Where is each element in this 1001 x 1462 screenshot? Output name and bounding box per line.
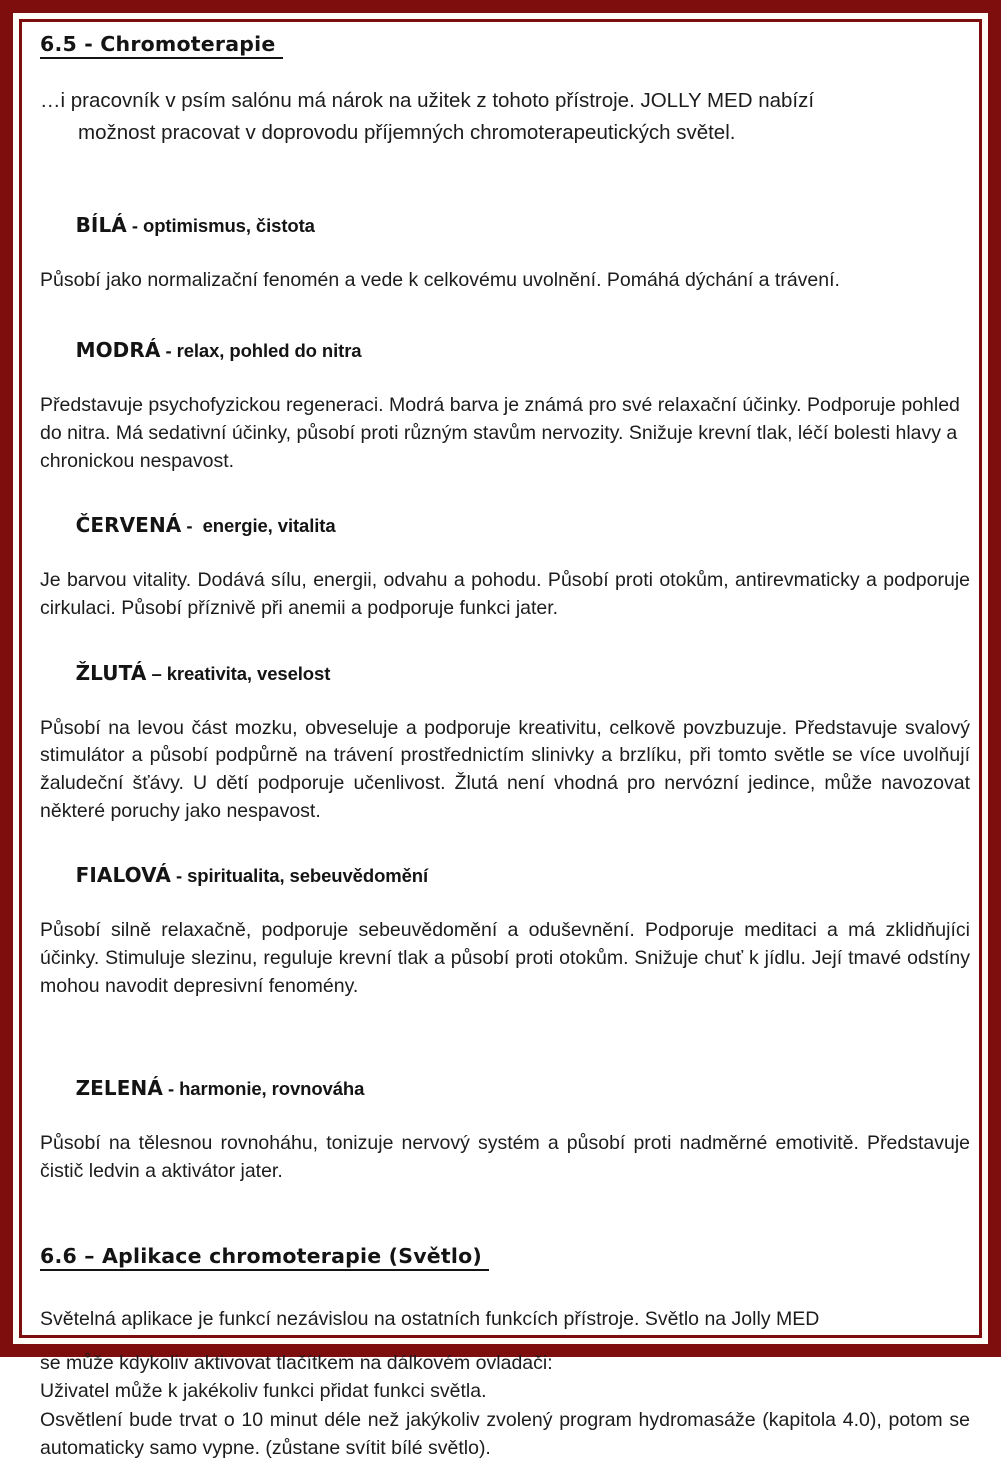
color-name-bila: BÍLÁ: [75, 212, 127, 237]
color-descriptor-bila: optimismus, čistota: [143, 214, 315, 236]
color-separator-fialova: -: [170, 865, 188, 887]
color-separator-cervena: -: [181, 515, 203, 537]
section-66-paragraph-2: se může kdykoliv aktivovat tlačítkem na dálkovém ovladači:: [40, 1352, 553, 1375]
color-name-cervena: ČERVENÁ: [75, 513, 182, 538]
section-65-heading-wrap: [40, 32, 970, 59]
color-body-zluta: Působí na levou část mozku, obveseluje a podporuje kreativitu, celkově povzbuzuje. Představuje svalový stimulátor a působí podpůrně na trávení prostřednictím slinivky a brzlíku, při tomto světle se více uvolňují žaludeční šťávy. U dětí podporuje učenlivost. Žlutá není vhodná pro nervózní jedince, může navozovat některé poruchy jako nespavost.: [40, 716, 970, 822]
section-65-intro-line-2: možnost pracovat v doprovodu příjemných chromoterapeutických světel.: [78, 120, 736, 144]
color-body-cervena: Je barvou vitality. Dodává sílu, energii, odvahu a pohodu. Působí proti otokům, antirevmaticky a podporuje cirkulaci. Působí příznivě při anemii a podporuje funkci jater.: [40, 569, 970, 619]
section-66-heading-wrap: [40, 1244, 970, 1271]
color-body-bila: Působí jako normalizační fenomén a vede k celkovému uvolnění. Pomáhá dýchání a trávení.: [40, 268, 840, 291]
color-separator-modra: -: [160, 340, 177, 362]
section-66-paragraph-4: Osvětlení bude trvat o 10 minut déle než jakýkoliv zvolený program hydromasáže (kapitola 4.0), potom se automaticky samo vypne. (zůstane svítit bílé světlo).: [40, 1408, 970, 1459]
color-heading-bila: [40, 195, 970, 255]
color-name-zluta: ŽLUTÁ: [75, 660, 147, 685]
color-heading-cervena: [40, 495, 970, 555]
section-66-heading: 6.6 – Aplikace chromoterapie (Světlo): [40, 1244, 489, 1271]
color-body-modra: Představuje psychofyzickou regeneraci. Modrá barva je známá pro své relaxační účinky. Podporuje pohled do nitra. Má sedativní účinky, působí proti různým stavům nervozity. Snižuje krevní tlak, léčí bolesti hlavy a chronickou nespavost.: [40, 394, 960, 472]
color-separator-zluta: –: [146, 662, 167, 684]
color-heading-zelena: [40, 1058, 970, 1118]
color-heading-fialova: [40, 845, 970, 905]
color-body-zelena: Působí na tělesnou rovnoháhu, tonizuje nervový systém a působí proti nadměrné emotivitě. Představuje čistič ledvin a aktivátor jater.: [40, 1132, 970, 1183]
color-descriptor-zelena: harmonie, rovnováha: [179, 1078, 365, 1100]
color-body-fialova: Působí silně relaxačně, podporuje sebeuvědomění a oduševnění. Podporuje meditaci a má zklidňujíci účinky. Stimuluje slezinu, reguluje krevní tlak a působí proti otokům. Snižuje chuť k jídlu. Její tmavé odstíny mohou navodit depresivní fenomény.: [40, 919, 970, 997]
color-heading-modra: [40, 320, 970, 380]
color-separator-bila: -: [126, 214, 144, 236]
section-65-intro: [40, 85, 970, 149]
section-65-heading: 6.5 - Chromoterapie: [40, 32, 283, 59]
color-heading-zluta: [40, 643, 970, 703]
color-name-modra: MODRÁ: [75, 338, 161, 363]
color-name-fialova: FIALOVÁ: [75, 863, 171, 888]
section-65-intro-line-1: …i pracovník v psím salónu má nárok na užitek z tohoto přístroje. JOLLY MED nabízí: [40, 89, 815, 112]
document-content: [40, 32, 970, 1462]
color-separator-zelena: -: [162, 1078, 180, 1100]
color-descriptor-zluta: kreativita, veselost: [166, 662, 331, 684]
color-descriptor-fialova: spiritualita, sebeuvědomění: [187, 865, 429, 887]
color-descriptor-modra: relax, pohled do nitra: [176, 340, 362, 362]
color-name-zelena: ZELENÁ: [75, 1076, 163, 1101]
page-sheet: [22, 22, 979, 1459]
section-66-paragraph-3: Uživatel může k jakékoliv funkci přidat funkci světla.: [40, 1380, 487, 1403]
color-descriptor-cervena: energie, vitalita: [202, 515, 336, 537]
section-66-paragraph-1: Světelná aplikace je funkcí nezávislou na ostatních funkcích přístroje. Světlo na Jolly MED: [40, 1307, 820, 1330]
